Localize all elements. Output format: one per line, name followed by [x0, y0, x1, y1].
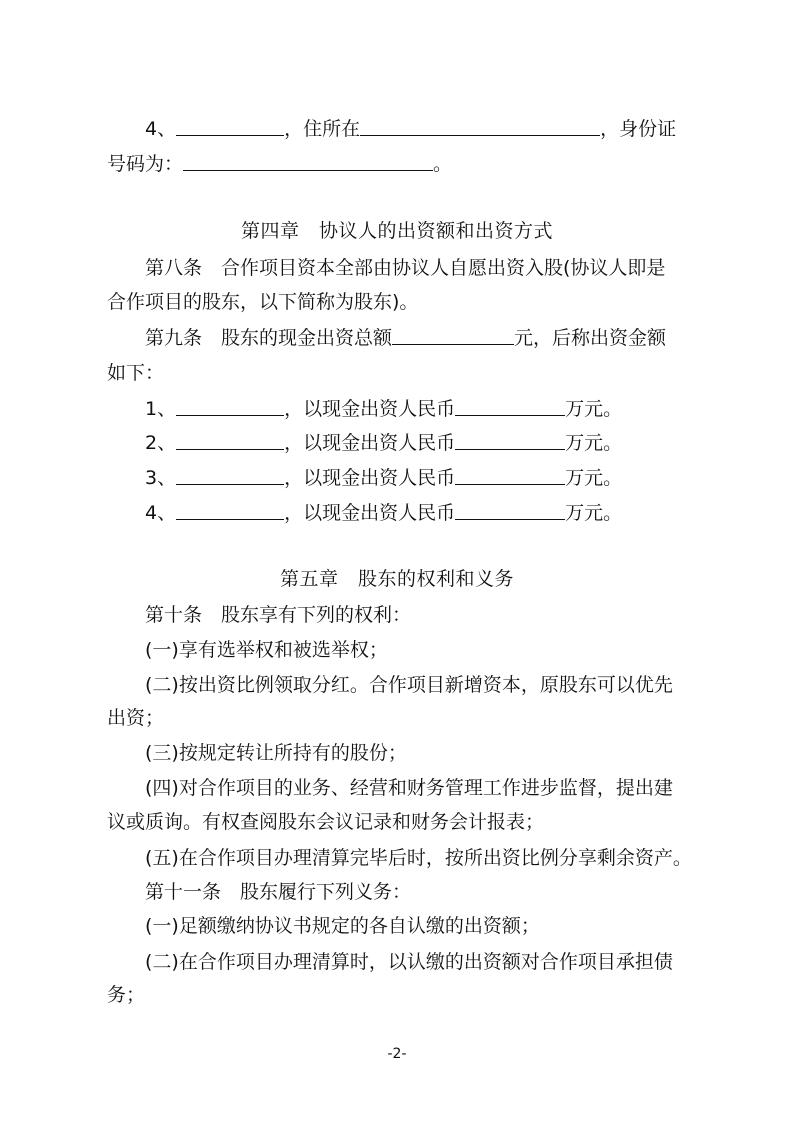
duty-1: (一)足额缴纳协议书规定的各自认缴的出资额；	[145, 915, 540, 937]
item-unit: 万元。	[565, 398, 623, 420]
period: 。	[433, 153, 453, 175]
amount-blank[interactable]	[455, 397, 565, 416]
article-8-line-1: 第八条 合作项目资本全部由协议人自愿出资入股(协议人即是	[145, 257, 666, 279]
contribution-item-4	[145, 501, 622, 525]
total-amount-blank[interactable]	[392, 326, 514, 345]
article-9-text: 第九条 股东的现金出资总额	[145, 327, 393, 349]
item-text: ，以现金出资人民币	[284, 432, 456, 454]
id-number-blank[interactable]	[183, 152, 433, 171]
item-unit: 万元。	[565, 467, 623, 489]
item-text: ，以现金出资人民币	[284, 467, 456, 489]
item-4-residence-line	[145, 117, 676, 141]
residence-label: ，住所在	[284, 118, 361, 140]
article-9-line-1	[145, 326, 666, 350]
item-number: 4、	[145, 118, 177, 140]
duty-2-line-2: 务；	[107, 984, 146, 1006]
item-text: ，以现金出资人民币	[284, 502, 456, 524]
shareholder-blank[interactable]	[176, 431, 284, 450]
article-11: 第十一条 股东履行下列义务：	[145, 881, 412, 903]
right-3: (三)按规定转让所持有的股份；	[145, 742, 407, 764]
article-10: 第十条 股东享有下列的权利：	[145, 604, 412, 626]
id-number-label: 号码为：	[107, 153, 184, 175]
item-number: 4、	[145, 502, 177, 524]
right-1: (一)享有选举权和被选举权；	[145, 639, 388, 661]
article-8-line-2: 合作项目的股东，以下简称为股东)。	[107, 291, 419, 313]
article-9-line-2: 如下：	[107, 362, 165, 384]
chapter-4-title: 第四章 协议人的出资额和出资方式	[240, 220, 553, 242]
id-label: ，身份证	[600, 118, 677, 140]
right-4-line-2: 议或质询。有权查阅股东会议记录和财务会计报表；	[107, 811, 545, 833]
item-number: 1、	[145, 398, 177, 420]
item-number: 3、	[145, 467, 177, 489]
amount-blank[interactable]	[455, 431, 565, 450]
duty-2-line-1: (二)在合作项目办理清算时，以认缴的出资额对合作项目承担债	[145, 951, 673, 973]
item-text: ，以现金出资人民币	[284, 398, 456, 420]
right-2-line-2: 出资；	[107, 707, 165, 729]
contribution-item-1	[145, 397, 622, 421]
chapter-5-title: 第五章 股东的权利和义务	[279, 568, 514, 590]
contribution-item-2	[145, 431, 622, 455]
item-unit: 万元。	[565, 502, 623, 524]
shareholder-blank[interactable]	[176, 501, 284, 520]
right-4-line-1: (四)对合作项目的业务、经营和财务管理工作进步监督，提出建	[145, 777, 673, 799]
amount-blank[interactable]	[455, 466, 565, 485]
item-number: 2、	[145, 432, 177, 454]
article-9-text-end: 元，后称出资金额	[514, 327, 667, 349]
id-number-line	[107, 152, 452, 176]
item-unit: 万元。	[565, 432, 623, 454]
right-2-line-1: (二)按出资比例领取分红。合作项目新增资本，原股东可以优先	[145, 674, 673, 696]
residence-blank[interactable]	[360, 117, 600, 136]
contribution-item-3	[145, 466, 622, 490]
shareholder-blank[interactable]	[176, 397, 284, 416]
shareholder-blank[interactable]	[176, 466, 284, 485]
right-5: (五)在合作项目办理清算完毕后时，按所出资比例分享剩余资产。	[145, 847, 692, 869]
amount-blank[interactable]	[455, 501, 565, 520]
name-blank[interactable]	[176, 117, 284, 136]
page-number: -2-	[387, 1046, 407, 1062]
